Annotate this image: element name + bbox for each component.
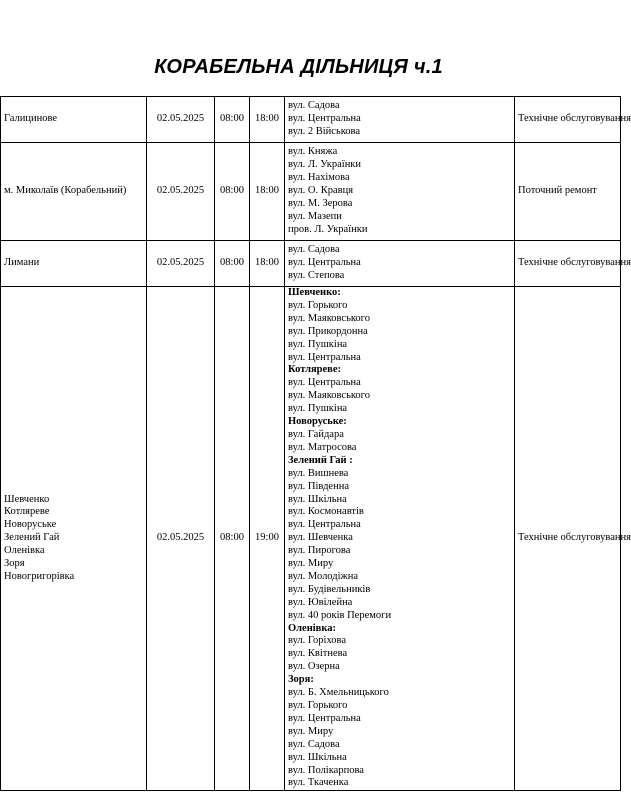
start-time-cell: 08:00: [215, 143, 250, 241]
settlement-cell: [1, 97, 147, 143]
street-name: вул. Пушкіна: [288, 403, 348, 415]
work-type-cell: Поточний ремонт: [515, 143, 621, 241]
street-name: вул. Центральна: [288, 712, 361, 724]
street-name: вул. М. Зерова: [288, 197, 353, 209]
street-name: вул. Пушкіна: [288, 338, 348, 350]
street-name: вул. Горького: [288, 700, 348, 711]
settlement-name: Шевченко: [4, 493, 50, 505]
street-name: вул. Л. Українки: [288, 159, 362, 171]
street-name: вул. Південна: [288, 480, 349, 492]
street-name: вул. Матросова: [288, 441, 357, 453]
start-time-cell: 08:00: [215, 97, 250, 143]
table-row: [1, 143, 621, 241]
table-row: [1, 287, 621, 791]
settlement-heading: Шевченко:: [288, 287, 341, 298]
street-name: вул. Княжа: [288, 146, 338, 158]
settlement-name: Новоруське: [4, 519, 57, 531]
street-name: вул. Миру: [288, 558, 334, 570]
settlement-cell: [1, 143, 147, 241]
street-name: вул. Горіхова: [288, 635, 347, 647]
end-time-cell: 19:00: [250, 287, 285, 791]
street-name: вул. Маяковського: [288, 312, 370, 324]
street-name: пров. Л. Українки: [288, 223, 368, 235]
street-name: вул. Прикордонна: [288, 325, 368, 337]
street-name: вул. Центральна: [288, 519, 361, 531]
date-cell: 02.05.2025: [147, 241, 215, 287]
street-name: вул. Квітнева: [288, 648, 348, 660]
settlement-name: Оленівка: [4, 545, 45, 557]
date-cell: 02.05.2025: [147, 97, 215, 143]
street-name: вул. Пирогова: [288, 545, 351, 557]
street-name: вул. Полікарпова: [288, 764, 364, 776]
street-name: вул. Садова: [288, 100, 340, 112]
table-row: [1, 97, 621, 143]
street-name: вул. Гайдара: [288, 428, 344, 440]
start-time-cell: 08:00: [215, 287, 250, 791]
end-time-cell: 18:00: [250, 143, 285, 241]
settlement-name: Лимани: [4, 257, 40, 269]
table-row: [1, 241, 621, 287]
page-title: КОРАБЕЛЬНА ДІЛЬНИЦЯ ч.1: [154, 56, 443, 78]
streets-cell: [285, 287, 515, 791]
street-name: вул. Ткаченка: [288, 777, 349, 789]
street-name: вул. Миру: [288, 725, 334, 737]
outage-schedule-table: [0, 96, 631, 791]
work-type-cell: Технічне обслуговування: [515, 287, 621, 791]
street-name: вул. Маяковського: [288, 390, 370, 402]
settlement-name: Котляреве: [4, 506, 50, 518]
settlement-cell: [1, 241, 147, 287]
settlement-heading: Зоря:: [288, 674, 314, 686]
settlement-cell: [1, 287, 147, 791]
street-name: вул. Ювілейна: [288, 596, 353, 608]
street-name: вул. Космонавтів: [288, 506, 364, 518]
street-name: вул. Вишнева: [288, 467, 349, 479]
street-name: вул. Шкільна: [288, 751, 347, 763]
settlement-heading: Зелений Гай :: [288, 454, 353, 466]
settlement-heading: Оленівка:: [288, 622, 336, 634]
settlement-heading: Новоруське:: [288, 416, 347, 428]
settlement-heading: Котляреве:: [288, 364, 341, 376]
street-name: вул. Садова: [288, 244, 340, 256]
street-name: вул. Озерна: [288, 661, 340, 673]
end-time-cell: 18:00: [250, 241, 285, 287]
street-name: вул. Центральна: [288, 257, 361, 269]
streets-cell: [285, 241, 515, 287]
date-cell: 02.05.2025: [147, 287, 215, 791]
street-name: вул. Будівельників: [288, 583, 371, 595]
street-name: вул. Центральна: [288, 377, 361, 389]
street-name: вул. Садова: [288, 738, 340, 750]
street-name: вул. Шкільна: [288, 493, 347, 505]
work-type-cell: Технічне обслуговування: [515, 241, 621, 287]
settlement-name: Новогригорівка: [4, 570, 75, 582]
streets-cell: [285, 97, 515, 143]
street-name: вул. Горького: [288, 299, 348, 311]
street-name: вул. Центральна: [288, 113, 361, 125]
end-time-cell: 18:00: [250, 97, 285, 143]
settlement-name: м. Миколаїв (Корабельний): [4, 185, 127, 197]
street-name: вул. Б. Хмельницького: [288, 687, 389, 699]
settlement-name: Зелений Гай: [4, 532, 60, 544]
street-name: вул. Шевченка: [288, 532, 353, 544]
street-name: вул. 2 Військова: [288, 125, 361, 137]
street-name: вул. О. Кравця: [288, 185, 354, 197]
work-type-cell: Технічне обслуговування: [515, 97, 621, 143]
street-name: вул. Центральна: [288, 351, 361, 363]
date-cell: 02.05.2025: [147, 143, 215, 241]
settlement-name: Зоря: [4, 558, 25, 570]
settlement-name: Галицинове: [4, 113, 58, 125]
street-name: вул. Молодіжна: [288, 570, 359, 582]
street-name: вул. 40 років Перемоги: [288, 609, 392, 621]
street-name: вул. Степова: [288, 269, 345, 281]
street-name: вул. Нахімова: [288, 172, 350, 184]
streets-cell: [285, 143, 515, 241]
start-time-cell: 08:00: [215, 241, 250, 287]
street-name: вул. Мазепи: [288, 210, 342, 222]
